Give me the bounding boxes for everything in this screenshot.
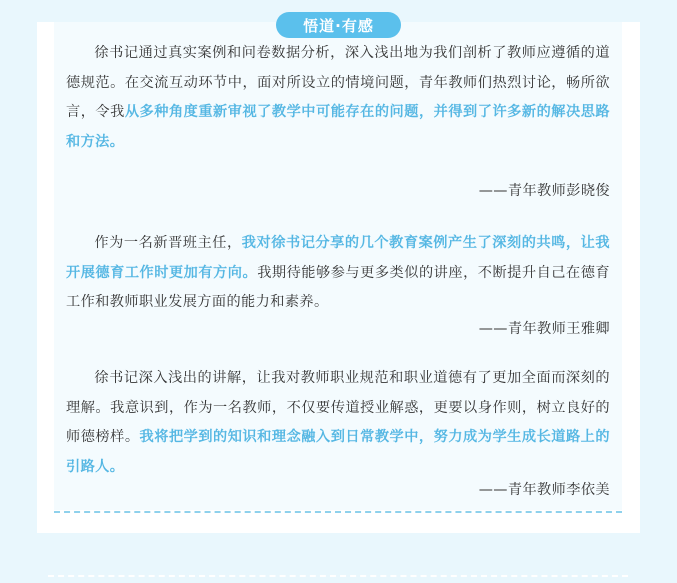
section-title-badge: [276, 12, 401, 38]
signature-2: ——青年教师王雅卿: [478, 321, 610, 337]
signature-3: ——青年教师李依美: [478, 482, 610, 498]
signature-1: ——青年教师彭晓俊: [478, 183, 610, 199]
section-title: 悟道·有感: [303, 16, 374, 35]
paragraph-text: 徐书记通过真实案例和问卷数据分析，深入浅出地为我们剖析了教师应遵循的道德规范。在交流互动环节中，面对所设立的情境问题，青年教师们热烈讨论，畅所欲言，令我: [66, 45, 610, 120]
paragraph-highlight: 我将把学到的知识和理念融入到日常教学中，努力成为学生成长道路上的引路人。: [66, 429, 610, 475]
reflection-paragraph-1: [66, 39, 610, 157]
reflection-paragraph-2: [66, 229, 610, 318]
reflection-paragraph-3: [66, 364, 610, 482]
paragraph-text: 我期待能够参与更多类似的讲座，不断提升自己在德育工作和教师职业发展方面的能力和素养。: [66, 264, 611, 310]
paragraph-text: 徐书记深入浅出的讲解，让我对教师职业规范和职业道德有了更加全面而深刻的理解。我意识到，作为一名教师，不仅要传道授业解惑，更要以身作则，树立良好的师德榜样。: [66, 370, 610, 445]
paragraph-highlight: 从多种角度重新审视了教学中可能存在的问题，并得到了许多新的解决思路和方法。: [66, 104, 610, 150]
footer-dashed-divider: [48, 575, 628, 577]
dashed-divider: [54, 511, 622, 513]
paragraph-highlight: 我对徐书记分享的几个教育案例产生了深刻的共鸣，让我开展德育工作时更加有方向。: [66, 235, 610, 281]
paragraph-text: 作为一名新晋班主任，: [94, 235, 242, 251]
